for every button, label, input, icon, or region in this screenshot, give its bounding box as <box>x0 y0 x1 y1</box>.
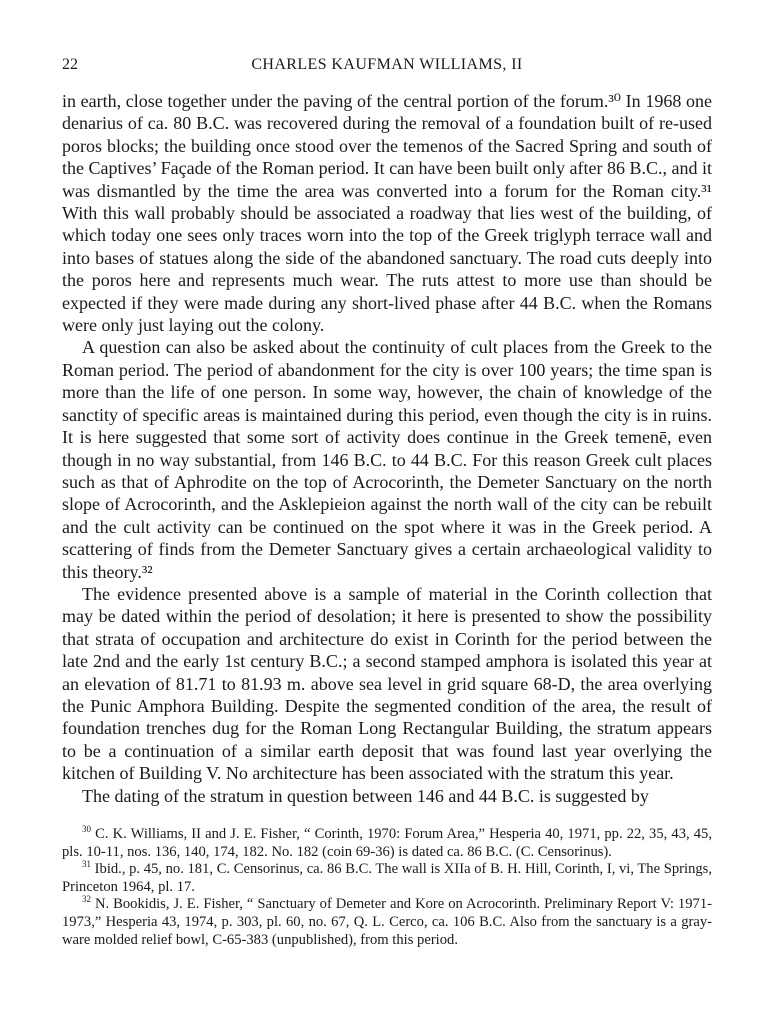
page-number: 22 <box>62 56 78 73</box>
page-header <box>62 56 712 78</box>
running-head: CHARLES KAUFMAN WILLIAMS, II <box>251 56 523 73</box>
paragraph-1: in earth, close together under the paving of the central portion of the forum.³⁰ In 1968 one denarius of ca. 80 B.C. was recovered during the removal of a foundation built of re-used poros blocks; the building once stood over the temenos of the Sacred Spring and south of the Captives’ Façade of the Roman period. It can have been built only after 86 B.C., and it was dismantled by the time the area was converted into a forum for the Roman city.³¹ With this wall probably should be associated a roadway that lies west of the building, of which today one sees only traces worn into the top of the Greek triglyph terrace wall and into bases of statues along the side of the abandoned sanctuary. The road cuts deeply into the poros here and represents much wear. The ruts attest to more use than should be expected if they were made during any short-lived phase after 44 B.C. when the Romans were only just laying out the colony. <box>62 91 712 336</box>
footnote-text: Ibid., p. 45, no. 181, C. Censorinus, ca. 86 B.C. The wall is XIIa of B. H. Hill, Corinth, I, vi, The Springs, Princeton 1964, pl. 17. <box>62 861 712 895</box>
footnote-text: N. Bookidis, J. E. Fisher, “ Sanctuary of Demeter and Kore on Acrocorinth. Preliminary Report V: 1971-1973,” Hesperia 43, 1974, p. 303, pl. 60, no. 67, Q. L. Cerco, ca. 106 B.C. Also from the sanctuary is a gray-ware molded relief bowl, C-65-383 (unpublished), from this period. <box>62 896 712 948</box>
footnote-30 <box>62 826 712 861</box>
footnote-number: 32 <box>82 894 91 905</box>
footnotes <box>62 826 712 949</box>
paragraph-3: The evidence presented above is a sample of material in the Corinth collection that may be dated within the period of desolation; it here is presented to show the possibility that strata of occupation and architecture do exist in Corinth for the period between the late 2nd and the early 1st century B.C.; a second stamped amphora is isolated this year at an elevation of 81.71 to 81.93 m. above sea level in grid square 68-D, the area overlying the Punic Amphora Building. Despite the segmented condition of the area, the result of foundation trenches dug for the Roman Long Rectangular Building, the stratum appears to be a continuation of a similar earth deposit that was found last year overlying the kitchen of Building V. No architecture has been associated with the stratum this year. <box>62 583 712 784</box>
footnote-number: 30 <box>82 824 91 835</box>
footnote-text: C. K. Williams, II and J. E. Fisher, “ Corinth, 1970: Forum Area,” Hesperia 40, 1971, pp. 22, 35, 43, 45, pls. 10-11, nos. 136, 140, 174, 182. No. 182 (coin 69-36) is dated ca. 86 B.C. (C. Censorinus). <box>62 826 712 860</box>
footnote-32 <box>62 896 712 949</box>
footnote-31 <box>62 861 712 896</box>
footnote-number: 31 <box>82 859 91 870</box>
paragraph-2: A question can also be asked about the continuity of cult places from the Greek to the Roman period. The period of abandonment for the city is over 100 years; the time span is more than the life of one person. In some way, however, the chain of knowledge of the sanctity of specific areas is maintained during this period, even though the city is in ruins. It is here suggested that some sort of activity does continue in the Greek temenē, even though in no way substantial, from 146 B.C. to 44 B.C. For this reason Greek cult places such as that of Aphrodite on the top of Acrocorinth, the Demeter Sanctuary on the north slope of Acrocorinth, and the Asklepieion against the north wall of the city can be rebuilt and the cult activity can be continued on the spot where it was in the Greek period. A scattering of finds from the Demeter Sanctuary gives a certain archaeological validity to this theory.³² <box>62 337 712 582</box>
body-text <box>62 90 712 807</box>
paragraph-4: The dating of the stratum in question between 146 and 44 B.C. is suggested by <box>82 785 649 806</box>
